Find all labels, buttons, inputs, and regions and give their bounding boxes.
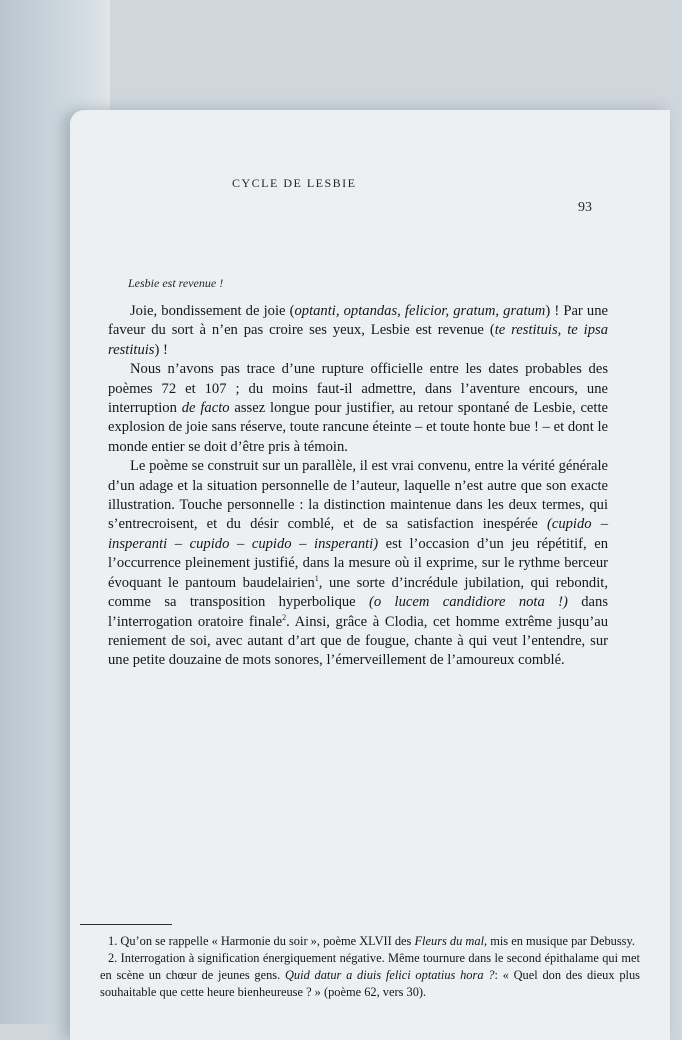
text-run: 2. Interrogation à signification énergiquement négative. Même tournure dans le second épithalame qui met en scène un chœur de jeunes gens. xyxy=(100,951,640,982)
footnote-ref: 1 xyxy=(314,573,319,583)
text-run: ) ! Par une faveur du sort à n’en pas croire ses yeux, Lesbie est revenue ( xyxy=(108,303,608,339)
text-run: Le poème se construit sur un parallèle, il est vrai convenu, entre la vérité générale d’un adage et la situation personnelle de l’auteur, laquelle n’est autre que son exacte illustration. Touche personnelle : la distinction maintenue dans les deux termes, qui s’entrecroisent, et du désir comblé, et de sa satisfaction inespérée xyxy=(108,458,608,533)
text-run: . Ainsi, grâce à Clodia, cet homme extrême jusqu’au reniement de soi, avec autant d’art que de fougue, chante à qui veut l’entendre, sur une petite douzaine de mots sonores, l’émerveillement de l’amoureux comblé. xyxy=(108,613,608,669)
text-run: dans l’interrogation oratoire finale xyxy=(108,594,608,630)
italic-run: de facto xyxy=(181,400,230,417)
paragraph xyxy=(108,360,608,457)
text-run: Nous n’avons pas trace d’une rupture officielle entre les dates probables des poèmes 72 et 107 ; du moins faut-il admettre, dans l’aventure encours, une interruption xyxy=(108,361,608,417)
footnotes xyxy=(100,933,640,1001)
page-number: 93 xyxy=(578,200,592,215)
footnote xyxy=(100,950,640,1001)
paragraph xyxy=(108,457,608,670)
italic-run: (o lucem candidiore nota !) xyxy=(369,594,568,611)
section-subtitle: Lesbie est revenue ! xyxy=(128,276,224,290)
text-run: , une sorte d’incrédule jubilation, qui rebondit, comme sa transposition hyperbolique xyxy=(108,574,608,611)
italic-run: te restituis, te ipsa restituis xyxy=(108,322,608,358)
paragraph xyxy=(108,302,608,360)
text-run: assez longue pour justifier, au retour spontané de Lesbie, cette explosion de joie sans réserve, toute rancune éteinte – et toute honte bue ! – et dont le monde entier se doit d’être pris à témoin. xyxy=(108,400,608,455)
body-text xyxy=(108,302,608,671)
text-run: est l’occasion d’un jeu répétitif, en l’occurrence pleinement justifié, dans la mesure où il exprime, sur le rythme berceur évoquant le pantoum baudelairien xyxy=(108,535,608,591)
text-run: Joie, bondissement de joie ( xyxy=(130,303,295,319)
text-run: ) ! xyxy=(154,341,168,358)
text-run: , mis en musique par Debussy. xyxy=(484,934,635,948)
italic-run: Quid datur a diuis felici optatius hora ? xyxy=(284,968,495,982)
footnote xyxy=(100,933,640,950)
footnote-separator xyxy=(80,924,172,925)
italic-run: Fleurs du mal xyxy=(414,934,485,948)
footnote-ref: 2 xyxy=(282,612,287,622)
text-run: 1. Qu’on se rappelle « Harmonie du soir », poème XLVII des xyxy=(108,934,415,948)
italic-run: optanti, optandas, felicior, gratum, gratum xyxy=(294,303,546,319)
text-run: : « Quel don des dieux plus souhaitable que cette heure bienheureuse ? » (poème 62, vers 30). xyxy=(100,968,640,999)
running-title: CYCLE DE LESBIE xyxy=(232,176,357,190)
italic-run: (cupido – insperanti – cupido – cupido – insperanti) xyxy=(108,516,608,552)
